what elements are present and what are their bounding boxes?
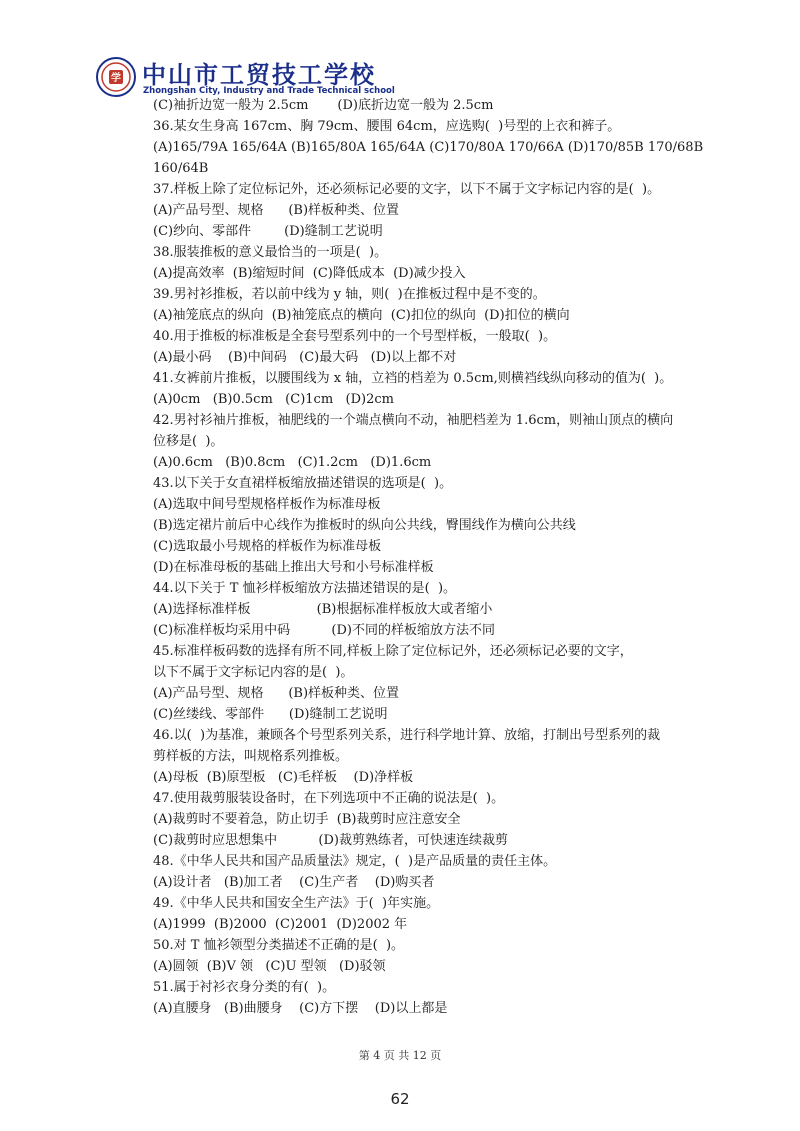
text-line: (A)裁剪时不要着急，防止切手 (B)裁剪时应注意安全 <box>153 812 461 827</box>
text-line: (A)最小码 (B)中间码 (C)最大码 (D)以上都不对 <box>153 350 457 365</box>
text-line: 47.使用裁剪服装设备时，在下列选项中不正确的说法是( )。 <box>153 791 505 806</box>
text-line: (A)产品号型、规格 (B)样板种类、位置 <box>153 203 400 218</box>
text-line: (A)0.6cm (B)0.8cm (C)1.2cm (D)1.6cm <box>153 455 432 470</box>
text-line: (A)设计者 (B)加工者 (C)生产者 (D)购买者 <box>153 875 435 890</box>
text-line: 39.男衬衫推板，若以前中线为 y 轴，则( )在推板过程中是不变的。 <box>153 287 546 302</box>
text-line: (A)选择标准样板 (B)根据标准样板放大或者缩小 <box>153 602 493 617</box>
text-line: (A)直腰身 (B)曲腰身 (C)方下摆 (D)以上都是 <box>153 1001 448 1016</box>
text-line: (A)圆领 (B)V 领 (C)U 型领 (D)驳领 <box>153 959 386 974</box>
text-line: 49.《中华人民共和国安全生产法》于( )年实施。 <box>153 896 440 911</box>
text-line: (C)纱向、零部件 (D)缝制工艺说明 <box>153 224 383 239</box>
text-line: (A)提高效率 (B)缩短时间 (C)降低成本 (D)减少投入 <box>153 266 466 281</box>
text-line: 40.用于推板的标准板是全套号型系列中的一个号型样板，一般取( )。 <box>153 329 557 344</box>
text-line: (C)丝缕线、零部件 (D)缝制工艺说明 <box>153 707 388 722</box>
text-line: (B)选定裙片前后中心线作为推板时的纵向公共线，臀围线作为横向公共线 <box>153 518 576 533</box>
text-line: 41.女裤前片推板，以腰围线为 x 轴，立裆的档差为 0.5cm,则横裆线纵向移动的值为( )。 <box>153 371 673 386</box>
page-info: 第 4 页 共 12 页 <box>358 1049 442 1062</box>
logo-mark: 学 <box>111 73 121 84</box>
text-line: 44.以下关于 T 恤衫样板缩放方法描述错误的是( )。 <box>153 581 457 596</box>
text-line: (A)袖笼底点的纵向 (B)袖笼底点的横向 (C)扣位的纵向 (D)扣位的横向 <box>153 308 570 323</box>
text-line: 位移是( )。 <box>153 434 224 449</box>
text-line: (C)裁剪时应思想集中 (D)裁剪熟练者，可快速连续裁剪 <box>153 833 508 848</box>
text-line: (C)袖折边宽一般为 2.5cm (D)底折边宽一般为 2.5cm <box>153 98 494 113</box>
text-line: (C)选取最小号规格的样板作为标准母板 <box>153 539 382 554</box>
text-line: 45.标准样板码数的选择有所不同,样板上除了定位标记外，还必须标记必要的文字， <box>153 644 633 659</box>
exam-content <box>153 95 713 1019</box>
text-line: 43.以下关于女直裙样板缩放描述错误的选项是( )。 <box>153 476 453 491</box>
text-line: (A)1999 (B)2000 (C)2001 (D)2002 年 <box>153 917 408 932</box>
page-number: 62 <box>390 1090 410 1108</box>
text-line: (A)165/79A 165/64A (B)165/80A 165/64A (C)170/80A 170/66A (D)170/85B 170/68B <box>153 140 704 155</box>
text-line: 160/64B <box>153 161 209 176</box>
text-line: (A)产品号型、规格 (B)样板种类、位置 <box>153 686 400 701</box>
text-line: 42.男衬衫袖片推板，袖肥线的一个端点横向不动，袖肥档差为 1.6cm，则袖山顶点的横向 <box>153 413 674 428</box>
school-name-en: Zhongshan City, Industry and Trade Technical school <box>143 86 395 96</box>
text-line: 51.属于衬衫衣身分类的有( )。 <box>153 980 336 995</box>
text-line: (A)选取中间号型规格样板作为标准母板 <box>153 497 381 512</box>
text-line: (A)0cm (B)0.5cm (C)1cm (D)2cm <box>153 392 394 407</box>
text-line: 50.对 T 恤衫领型分类描述不正确的是( )。 <box>153 938 405 953</box>
text-line: 剪样板的方法，叫规格系列推板。 <box>153 749 349 764</box>
text-line: 38.服装推板的意义最恰当的一项是( )。 <box>153 245 388 260</box>
school-name: 中山市工贸技工学校 <box>142 61 376 89</box>
text-line: (D)在标准母板的基础上推出大号和小号标准样板 <box>153 560 434 575</box>
text-line: (C)标准样板均采用中码 (D)不同的样板缩放方法不同 <box>153 623 495 638</box>
school-logo-icon <box>96 57 136 97</box>
text-line: 37.样板上除了定位标记外，还必须标记必要的文字，以下不属于文字标记内容的是( )。 <box>153 182 661 197</box>
text-line: 46.以( )为基准，兼顾各个号型系列关系，进行科学地计算、放缩，打制出号型系列的裁 <box>153 728 661 743</box>
text-line: 36.某女生身高 167cm、胸 79cm、腰围 64cm，应选购( )号型的上衣和裤子。 <box>153 119 621 134</box>
text-line: 48.《中华人民共和国产品质量法》规定，( )是产品质量的责任主体。 <box>153 854 557 869</box>
text-line: (A)母板 (B)原型板 (C)毛样板 (D)净样板 <box>153 770 414 785</box>
text-line: 以下不属于文字标记内容的是( )。 <box>153 665 354 680</box>
